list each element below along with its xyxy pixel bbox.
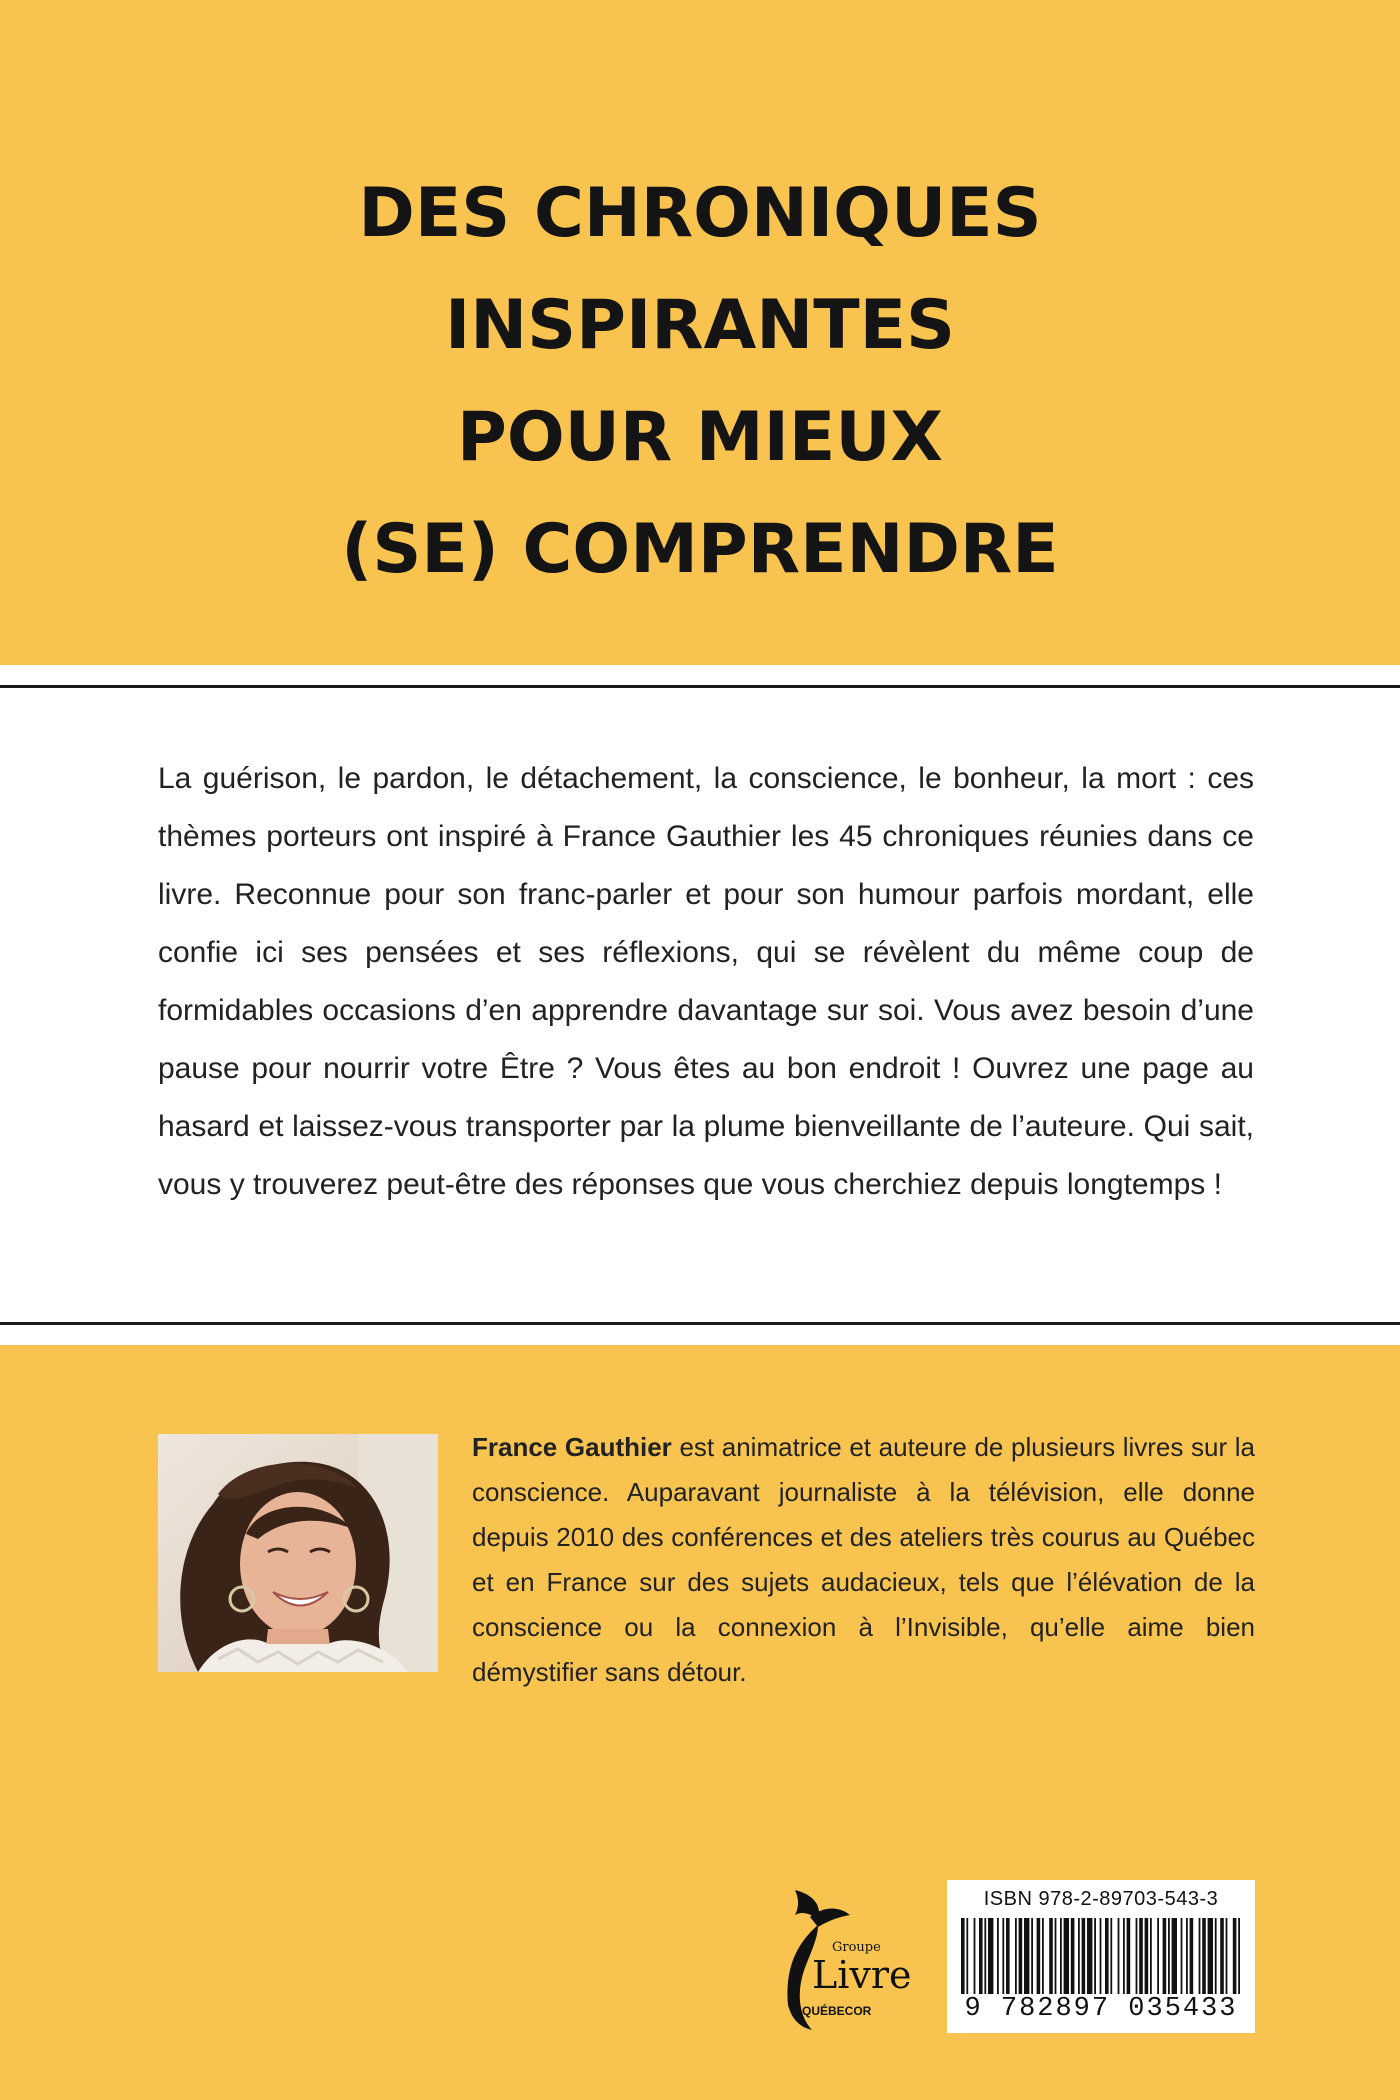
barcode-bar	[1226, 1918, 1228, 1994]
barcode-bar	[1139, 1918, 1143, 1994]
barcode-bar	[1220, 1918, 1224, 1994]
barcode-bar	[984, 1918, 986, 1994]
author-name: France Gauthier	[472, 1432, 672, 1462]
barcode-bar	[1037, 1918, 1041, 1994]
barcode-bar	[1060, 1918, 1062, 1994]
barcode-bar	[1123, 1918, 1125, 1994]
barcode-bar	[1002, 1918, 1004, 1994]
barcode-bar	[1042, 1918, 1044, 1994]
barcode-bar	[966, 1918, 968, 1994]
barcode-bar	[1190, 1918, 1194, 1994]
barcode-bar	[1105, 1918, 1109, 1994]
barcode-bar	[1118, 1918, 1120, 1994]
barcode-bar	[997, 1918, 999, 1994]
headline-line-1: DES CHRONIQUES	[358, 174, 1042, 253]
barcode-bar	[1031, 1918, 1033, 1994]
barcode-bar	[1094, 1918, 1096, 1994]
bottom-divider	[0, 1322, 1400, 1325]
barcode-bar	[961, 1918, 965, 1994]
barcode-bar	[1150, 1918, 1152, 1994]
publisher-livre: Livre	[812, 1953, 912, 1997]
cover-top-band	[0, 0, 1400, 665]
headline	[0, 158, 1400, 606]
barcode-bar	[1015, 1918, 1017, 1994]
barcode-bar	[1168, 1918, 1170, 1994]
publisher-quebecor: QUÉBECOR	[802, 2004, 872, 2018]
headline-line-4: (SE) COMPRENDRE	[341, 510, 1059, 589]
barcode-bar	[1100, 1918, 1102, 1994]
barcode-bar	[1006, 1918, 1010, 1994]
isbn-barcode	[947, 1880, 1255, 2033]
author-photo	[158, 1434, 438, 1672]
barcode-bar	[979, 1918, 983, 1994]
barcode-bar	[1127, 1918, 1131, 1994]
publisher-groupe: Groupe	[832, 1940, 881, 1955]
author-bio-text: est animatrice et auteure de plusieurs livres sur la conscience. Auparavant journaliste à la télévision, elle donne depuis 2010 des conférences et des ateliers très courus au Québec et en France sur des sujets audacieux, tels que l’élévation de la conscience ou la connexion à l’Invisible, qu’elle aime bien démystifier sans détour.	[472, 1432, 1255, 1687]
author-bio	[472, 1425, 1255, 1695]
barcode-bar	[1199, 1918, 1201, 1994]
barcode-bar	[1064, 1918, 1069, 1994]
barcode-bar	[1024, 1918, 1029, 1994]
barcode-bar	[1049, 1918, 1053, 1994]
headline-line-2: INSPIRANTES	[444, 286, 956, 365]
publisher-logo	[740, 1875, 912, 2035]
barcode-bar	[1186, 1918, 1188, 1994]
barcode-bar	[1208, 1918, 1213, 1994]
barcode-bar	[974, 1918, 976, 1994]
barcode-bar	[988, 1918, 993, 1994]
summary-text: La guérison, le pardon, le détachement, la conscience, le bonheur, la mort : ces thèmes porteurs ont inspiré à France Gauthier les 45 chroniques réunies dans ce livre. Reconnue pour son franc-parler et pour son humour parfois mordant, elle confie ici ses pensées et ses réflexions, qui se révèlent du même coup de formidables occasions d’en apprendre davantage sur soi. Vous avez besoin d’une pause pour nourrir votre Être ? Vous êtes au bon endroit ! Ouvrez une page au hasard et laissez-vous transporter par la plume bienveillante de l’auteure. Qui sait, vous y trouverez peut-être des réponses que vous cherchiez depuis longtemps !	[158, 762, 1254, 1201]
barcode-bar	[1019, 1918, 1023, 1994]
barcode-bar	[1071, 1918, 1075, 1994]
barcode-bar	[1157, 1918, 1159, 1994]
barcode-bar	[1110, 1918, 1112, 1994]
barcode-bar	[1215, 1918, 1217, 1994]
barcode-bar	[1145, 1918, 1149, 1994]
top-divider	[0, 685, 1400, 688]
author-section	[0, 1345, 1400, 2100]
barcode-bar	[1078, 1918, 1080, 1994]
summary-panel	[0, 665, 1400, 1345]
barcode-bar	[1055, 1918, 1057, 1994]
barcode-bar	[1172, 1918, 1177, 1994]
barcode-bar	[1163, 1918, 1167, 1994]
barcode-bars	[947, 1880, 1255, 2000]
headline-line-3: POUR MIEUX	[457, 398, 943, 477]
barcode-bar	[1202, 1918, 1206, 1994]
barcode-bar	[1238, 1918, 1240, 1994]
barcode-bar	[1136, 1918, 1138, 1994]
barcode-bar	[1233, 1918, 1237, 1994]
isbn-text: ISBN 978-2-89703-543-3	[983, 1888, 1219, 1910]
barcode-digits: 9 782897 035433	[964, 1994, 1238, 2024]
barcode-bar	[1082, 1918, 1086, 1994]
barcode-bar	[1181, 1918, 1183, 1994]
barcode-bar	[1087, 1918, 1092, 1994]
